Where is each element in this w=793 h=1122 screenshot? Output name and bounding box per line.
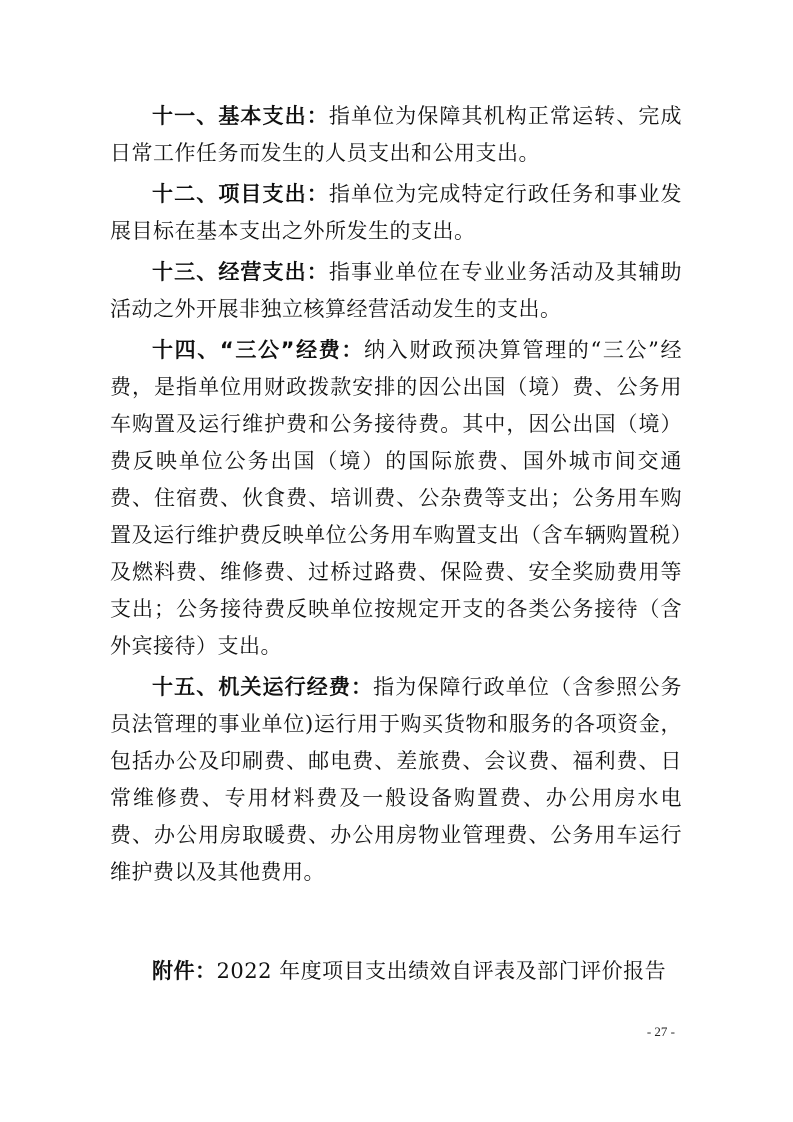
definition-text: 纳入财政预决算管理的“三公”经费，是指单位用财政拨款安排的因公出国（境）费、公务用车购置及运行维护费和公务接待费。其中，因公出国（境）费反映单位公务出国（境）的国际旅费、国外城市间交通费、住宿费、伙食费、培训费、公杂费等支出；公务用车购置及运行维护费反映单位公务用车购置支出（含车辆购置税）及燃料费、维修费、过桥过路费、保险费、安全奖励费用等支出；公务接待费反映单位按规定开支的各类公务接待（含外宾接待）支出。	[110, 338, 682, 658]
definition-text: 指事业单位在专业业务活动及其辅助活动之外开展非独立核算经营活动发生的支出。	[110, 260, 683, 321]
definitions-section	[110, 98, 682, 895]
definition-paragraph-14	[110, 332, 682, 665]
definition-term: 十三、经营支出：	[152, 260, 329, 284]
definition-term: 十四、“三公”经费：	[152, 338, 365, 362]
attachment-line	[110, 953, 682, 990]
definition-paragraph-13	[110, 254, 682, 328]
definition-paragraph-12	[110, 176, 682, 250]
definition-paragraph-11	[110, 98, 682, 172]
attachment-label: 附件：	[152, 959, 217, 983]
definition-term: 十一、基本支出：	[152, 104, 329, 128]
definition-text: 指为保障行政单位（含参照公务员法管理的事业单位)运行用于购买货物和服务的各项资金，包括办公及印刷费、邮电费、差旅费、会议费、福利费、日常维修费、专用材料费及一般设备购置费、办公用房水电费、办公用房取暖费、办公用房物业管理费、公务用车运行维护费以及其他费用。	[110, 675, 683, 884]
page-number: - 27 -	[646, 1024, 675, 1039]
definition-text: 指单位为完成特定行政任务和事业发展目标在基本支出之外所发生的支出。	[110, 182, 683, 243]
definition-paragraph-15	[110, 669, 682, 891]
definition-term: 十五、机关运行经费：	[152, 675, 374, 699]
attachment-text: 2022 年度项目支出绩效自评表及部门评价报告	[216, 959, 667, 983]
definition-term: 十二、项目支出：	[152, 182, 329, 206]
definition-text: 指单位为保障其机构正常运转、完成日常工作任务而发生的人员支出和公用支出。	[110, 104, 683, 165]
